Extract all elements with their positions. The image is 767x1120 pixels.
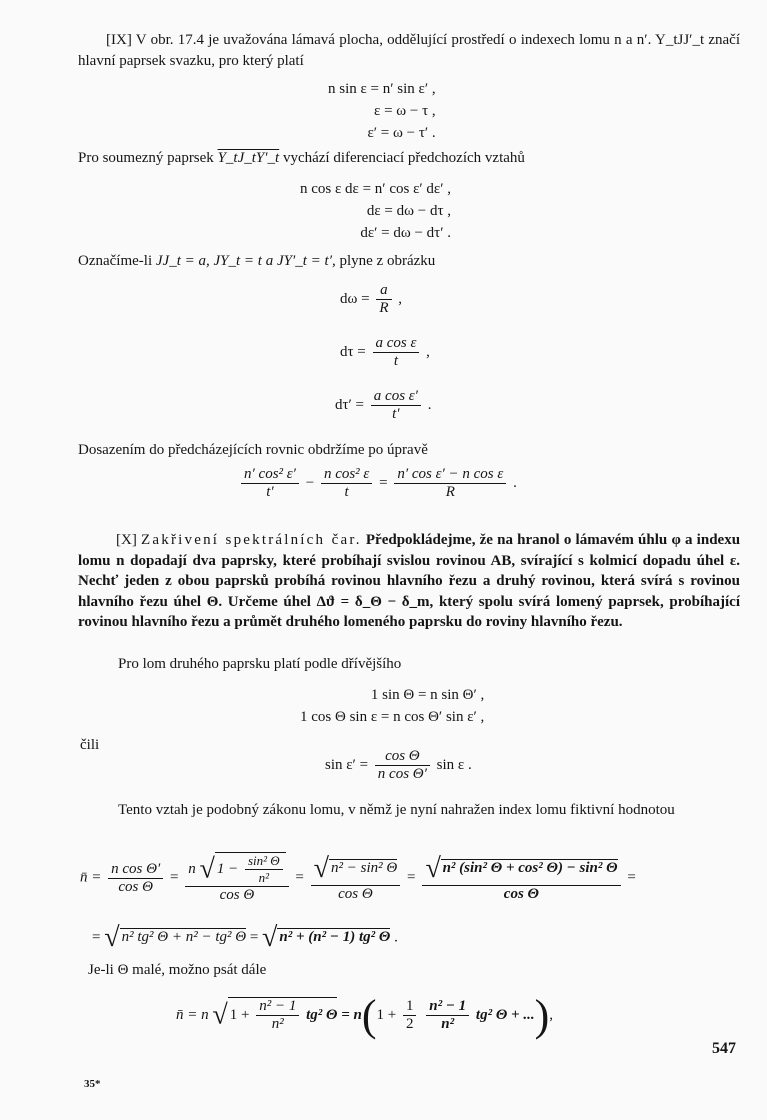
radical-sign: √ [104, 922, 120, 953]
left-parenthesis: ( [361, 991, 377, 1040]
sec9-paragraph-4: Dosazením do předcházejících rovnic obdržíme po úpravě [78, 442, 428, 458]
definition-equation: JJ_t = a, JY_t = t a JY′_t = t′, [155, 253, 336, 269]
equation-domega: dω = $\frac{a}{R}$ , [340, 282, 403, 316]
sec10-paragraph-1: [X] Zakřivení spektrálních čar. Předpokládejme, že na hranol o lámavém úhlu φ a indexu lomu n dopadají dva paprsky, které probíhají svislou rovinou AB, svírající s kolmicí dopadu úhel ε. Nechť jeden z obou paprsků probíhá rovinou hlavního řezu a druhý rovinou, která svírá s rovinou hlavního řezu úhel Θ. Určeme úhel Δϑ = δ_Θ − δ_m, který spolu svírá lomený paprsek, probíhající rovinou hlavního řezu a průmět druhého lomeného paprsku do roviny hlavního řezu. [78, 532, 741, 630]
radical-sign: √ [212, 999, 228, 1031]
radical-sign: √ [425, 853, 441, 884]
equation-dtau: dτ = $\frac{\text{a cos ε}}{t}$ , [340, 335, 430, 369]
small-theta-expansion: n̄ = n √ 1 + $\frac{\text{n² − 1}}{\text{n²}}$ tg² Θ = n(1 + $\frac{1}{2}$ $\frac{\text{n² − 1}}{\text{n²}}$ tg² Θ + ...), [176, 991, 553, 1040]
ray-symbol: Y_tJ_tY′_t [217, 150, 280, 166]
signature-mark: 35* [84, 1078, 101, 1090]
sec9-paragraph-2: Pro soumezný paprsek Y_tJ_tY′_t vychází diferenciací předchozích vztahů [78, 150, 525, 166]
equation-line: n cos ε dε = n′ cos ε′ dε′ , [300, 181, 451, 197]
equation-line: n sin ε = n′ sin ε′ , [328, 81, 436, 97]
page-number: 547 [712, 1040, 736, 1057]
section-tag: [X] [116, 532, 137, 548]
equation-line: dε = dω − dτ , [366, 203, 451, 219]
sec10-paragraph-3: Tento vztah je podobný zákonu lomu, v němž je nyní nahražen index lomu fiktivní hodnotou [118, 802, 675, 818]
equation-sin-eps-prime: sin ε′ = $\frac{\text{cos Θ}}{\text{n cos Θ′}}$ sin ε . [325, 748, 472, 782]
equation-line: 1 cos Θ sin ε = n cos Θ′ sin ε′ , [300, 709, 485, 725]
equation-line: dε′ = dω − dτ′ . [360, 225, 451, 241]
radical-sign: √ [262, 922, 278, 953]
sec10-paragraph-4: Je-li Θ malé, možno psát dále [88, 962, 267, 978]
radical-sign: √ [199, 853, 215, 885]
sec9-paragraph-3: Označíme-li JJ_t = a, JY_t = t a JY′_t = t′, plyne z obrázku [78, 253, 436, 269]
cili-label: čili [80, 737, 100, 753]
fictive-index-equation-continued: = √ n² tg² Θ + n² − tg² Θ = √ n² + (n² − 1) tg² Θ . [92, 922, 398, 953]
right-parenthesis: ) [534, 991, 550, 1040]
sec9-result-equation: $\frac{\text{n′ cos² ε′}}{t'}$ − $\frac{\text{n cos² ε}}{t}$ = $\frac{\text{n′ cos ε′ − n cos ε}}{R}$ . [238, 466, 517, 501]
sec10-paragraph-2: Pro lom druhého paprsku platí podle dřívějšího [118, 656, 402, 672]
equation-dtau-prime: dτ′ = $\frac{\text{a cos ε′}}{t'}$ . [335, 388, 432, 422]
sec9-equation-block-2 [300, 178, 451, 244]
sec9-paragraph-1: [IX] V obr. 17.4 je uvažována lámavá plocha, oddělující prostředí o indexech lomu n a n′. Y_tJJ′_t značí hlavní paprsek svazku, pro který platí [78, 32, 740, 69]
equation-line: 1 sin Θ = n sin Θ′ , [370, 687, 485, 703]
equation-line: ε′ = ω − τ′ . [367, 125, 436, 141]
sec9-equation-block-1 [328, 78, 436, 144]
equation-line: ε = ω − τ , [374, 103, 436, 119]
section-title: Zakřivení spektrálních čar. [141, 532, 362, 548]
radical-sign: √ [313, 853, 330, 884]
fictive-index-equation: n̄ = $\frac{\text{n cos Θ′}}{\text{cos Θ}}$ = n √ 1 − $\frac{\text{sin² Θ}}{\text{n²}}$ cos Θ = $\frac{\text{√ n² − sin² Θ}}{\text{cos Θ}}$ = $\frac{\text{√ n² (sin² Θ + cos² Θ) − sin² Θ}}{\text{cos Θ}}$ = [80, 853, 636, 903]
sec10-equation-block-1 [300, 684, 484, 728]
